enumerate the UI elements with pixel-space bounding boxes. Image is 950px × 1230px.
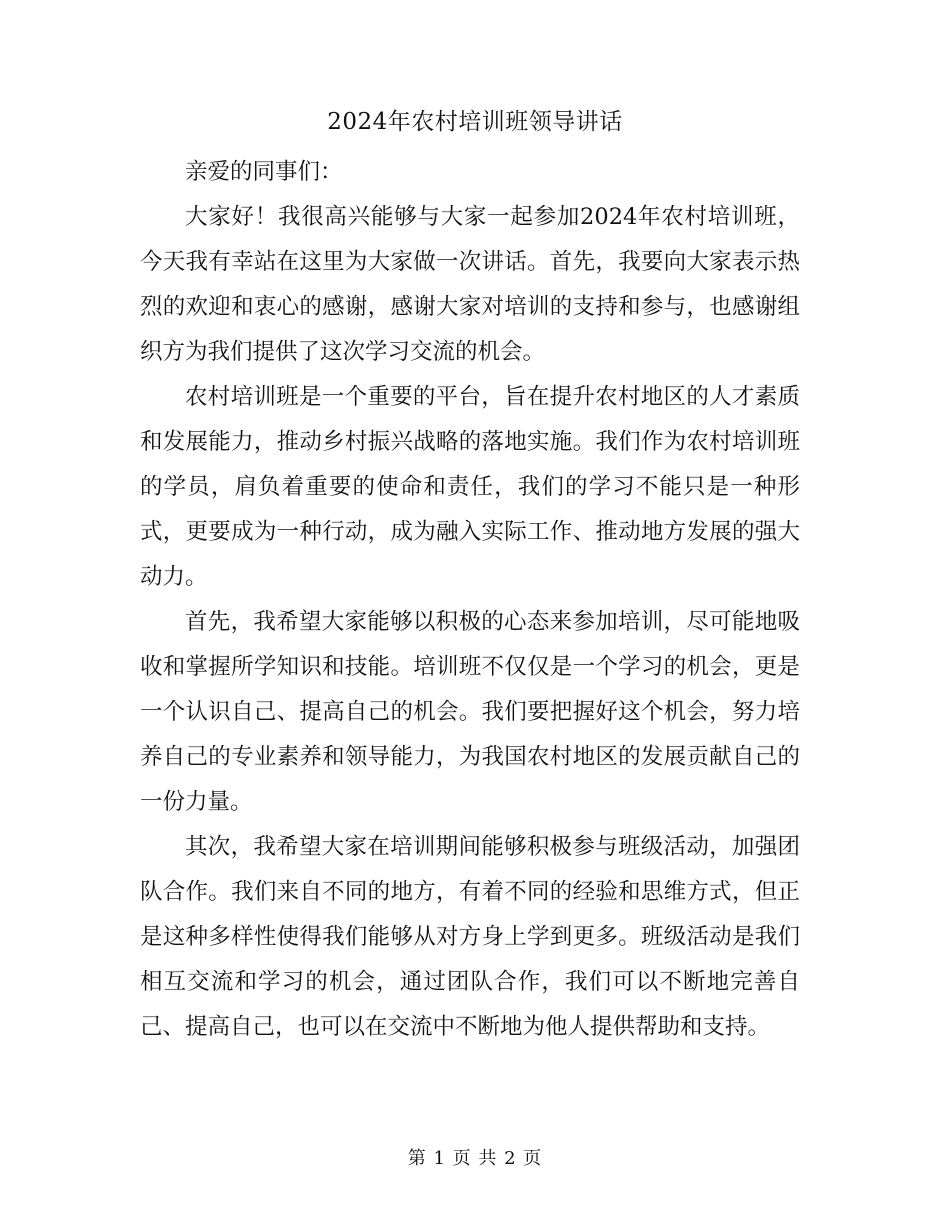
document-title: 2024年农村培训班领导讲话 xyxy=(327,109,623,135)
document-body xyxy=(140,150,800,1050)
salutation: 亲爱的同事们： xyxy=(185,159,343,185)
page-number-footer: 第 1 页 共 2 页 xyxy=(407,1148,543,1169)
paragraph: 其次，我希望大家在培训期间能够积极参与班级活动，加强团队合作。我们来自不同的地方，有着不同的经验和思维方式，但正是这种多样性使得我们能够从对方身上学到更多。班级活动是我们相互交流和学习的机会，通过团队合作，我们可以不断地完善自己、提高自己，也可以在交流中不断地为他人提供帮助和支持。 xyxy=(140,834,800,1040)
paragraph: 大家好！我很高兴能够与大家一起参加2024年农村培训班，今天我有幸站在这里为大家做一次讲话。首先，我要向大家表示热烈的欢迎和衷心的感谢，感谢大家对培训的支持和参与，也感谢组织方为我们提供了这次学习交流的机会。 xyxy=(140,204,800,365)
paragraph: 农村培训班是一个重要的平台，旨在提升农村地区的人才素质和发展能力，推动乡村振兴战略的落地实施。我们作为农村培训班的学员，肩负着重要的使命和责任，我们的学习不能只是一种形式，更要成为一种行动，成为融入实际工作、推动地方发展的强大动力。 xyxy=(140,384,800,590)
paragraph: 首先，我希望大家能够以积极的心态来参加培训，尽可能地吸收和掌握所学知识和技能。培训班不仅仅是一个学习的机会，更是一个认识自己、提高自己的机会。我们要把握好这个机会，努力培养自己的专业素养和领导能力，为我国农村地区的发展贡献自己的一份力量。 xyxy=(140,609,800,815)
